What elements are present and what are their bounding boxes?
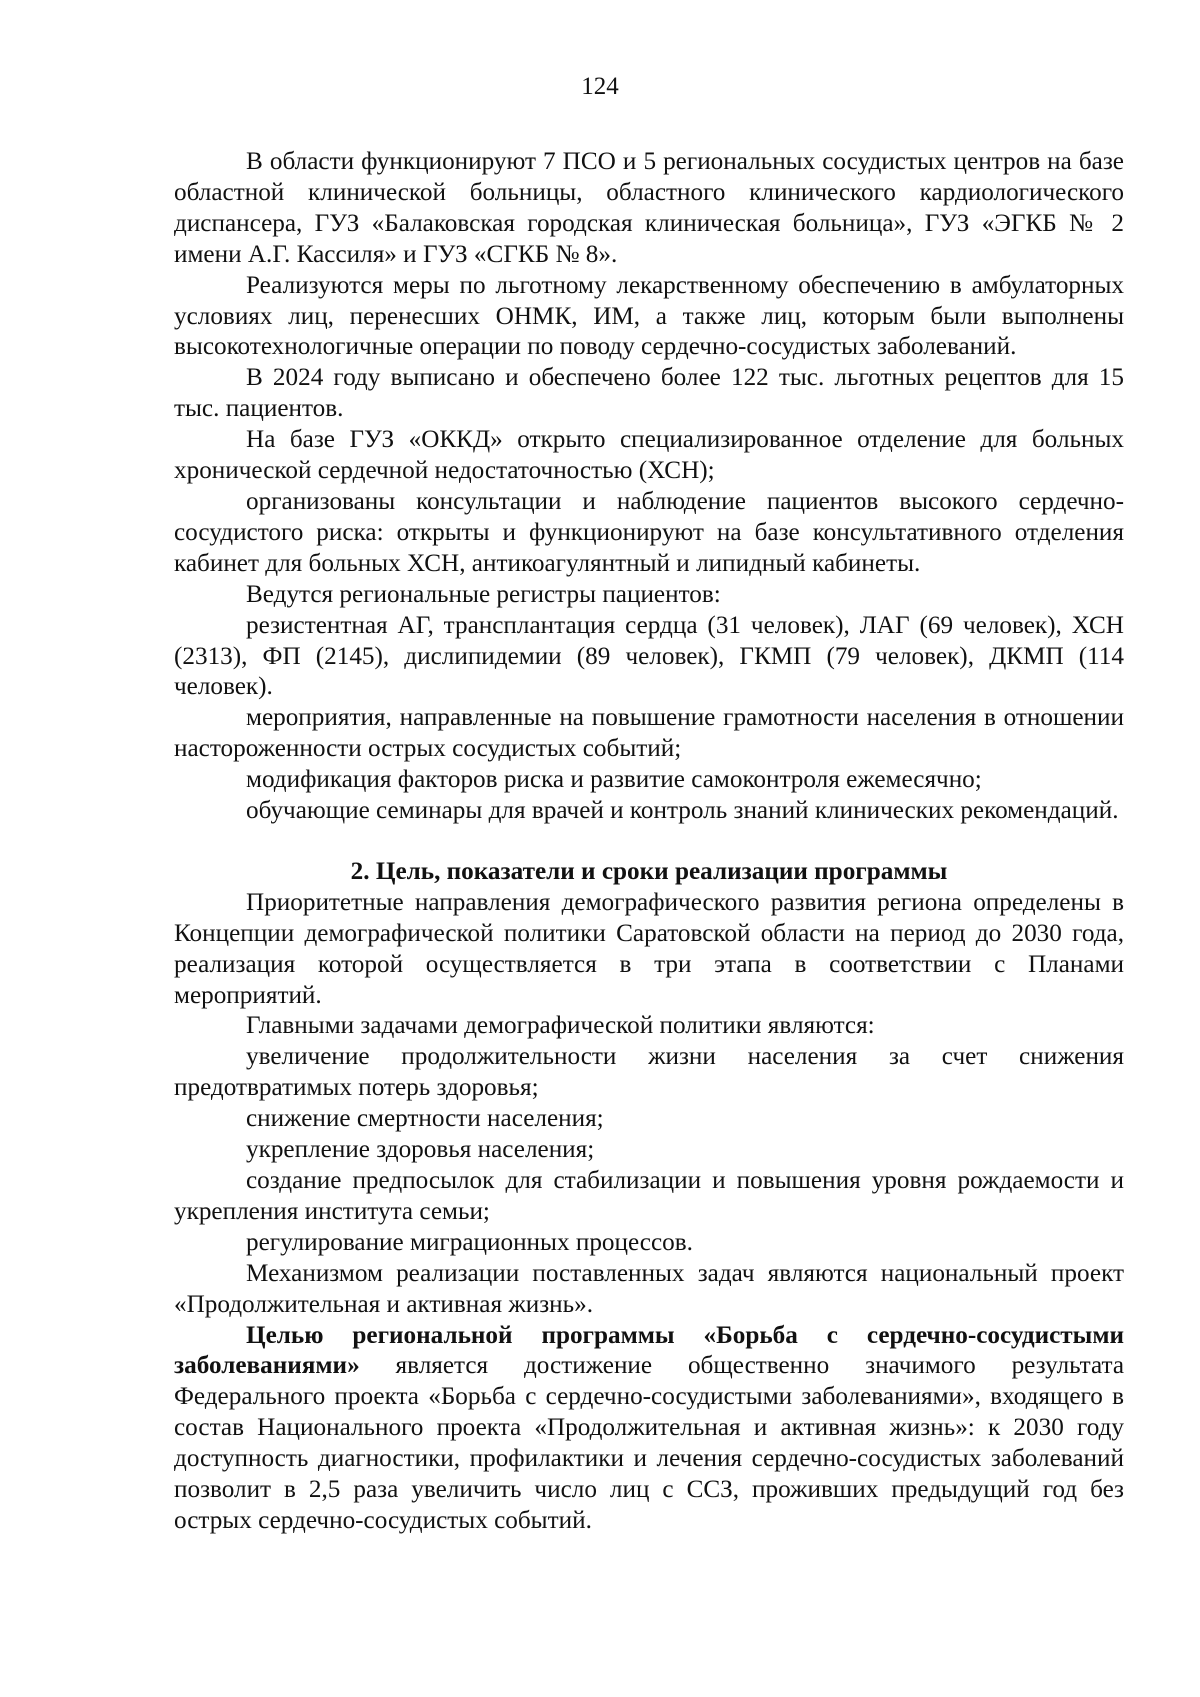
paragraph: Ведутся региональные регистры пациентов: — [246, 580, 721, 608]
paragraph: Механизмом реализации поставленных задач являются национальный проект «Продолжительная и активная жизнь». — [174, 1259, 1124, 1318]
paragraph: модификация факторов риска и развитие самоконтроля ежемесячно; — [246, 766, 982, 794]
paragraph: увеличение продолжительности жизни населения за счет снижения предотвратимых потерь здоровья; — [174, 1043, 1124, 1102]
paragraph: Приоритетные направления демографического развития региона определены в Концепции демографической политики Саратовской области на период до 2030 года, реализация которой осуществляется в три этапа в соответствии с Планами мероприятий. — [174, 888, 1124, 1009]
paragraph: В 2024 году выписано и обеспечено более 122 тыс. льготных рецептов для 15 тыс. пациентов. — [174, 364, 1124, 423]
paragraph: Реализуются меры по льготному лекарственному обеспечению в амбулаторных условиях лиц, перенесших ОНМК, ИМ, а также лиц, которым были выполнены высокотехнологичные операции по поводу сердечно-сосудистых заболеваний. — [174, 271, 1124, 361]
paragraph: обучающие семинары для врачей и контроль знаний клинических рекомендаций. — [246, 797, 1119, 825]
paragraph: регулирование миграционных процессов. — [246, 1228, 693, 1256]
paragraph: мероприятия, направленные на повышение грамотности населения в отношении настороженности острых сосудистых событий; — [174, 704, 1124, 763]
paragraph: В области функционируют 7 ПСО и 5 региональных сосудистых центров на базе областной клинической больницы, областного клинического кардиологического диспансера, ГУЗ «Балаковская городская клиническая больница», ГУЗ «ЭГКБ № 2 имени А.Г. Кассиля» и ГУЗ «СГКБ № 8». — [174, 148, 1124, 268]
paragraph: На базе ГУЗ «ОККД» открыто специализированное отделение для больных хронической сердечной недостаточностью (ХСН); — [174, 426, 1124, 485]
section-heading: 2. Цель, показатели и сроки реализации программы — [350, 857, 948, 885]
paragraph: укрепление здоровья населения; — [246, 1136, 595, 1164]
goal-emphasis: Целью региональной программы «Борьба с сердечно-сосудистыми заболеваниями» — [174, 1321, 1124, 1380]
document-body — [174, 147, 1124, 1537]
paragraph: организованы консультации и наблюдение пациентов высокого сердечно-сосудистого риска: открыты и функционируют на базе консультативного отделения кабинет для больных ХСН, антикоагулянтный и липидный кабинеты. — [174, 487, 1124, 577]
goal-text: является достижение общественно значимого результата Федерального проекта «Борьба с сердечно-сосудистыми заболеваниями», входящего в состав Национального проекта «Продолжительная и активная жизнь»: к 2030 году доступность диагностики, профилактики и лечения сердечно-сосудистых заболеваний позволит в 2,5 раза увеличить число лиц с ССЗ, проживших предыдущий год без острых сердечно-сосудистых событий. — [174, 1352, 1124, 1534]
goal-paragraph — [174, 1321, 1124, 1537]
paragraph: создание предпосылок для стабилизации и повышения уровня рождаемости и укрепления института семьи; — [174, 1167, 1124, 1225]
paragraph: резистентная АГ, трансплантация сердца (31 человек), ЛАГ (69 человек), ХСН (2313), ФП (2145), дислипидемии (89 человек), ГКМП (79 человек), ДКМП (114 человек). — [174, 611, 1124, 701]
page-number: 124 — [581, 73, 619, 100]
paragraph: снижение смертности населения; — [246, 1105, 604, 1133]
paragraph: Главными задачами демографической политики являются: — [246, 1012, 875, 1040]
